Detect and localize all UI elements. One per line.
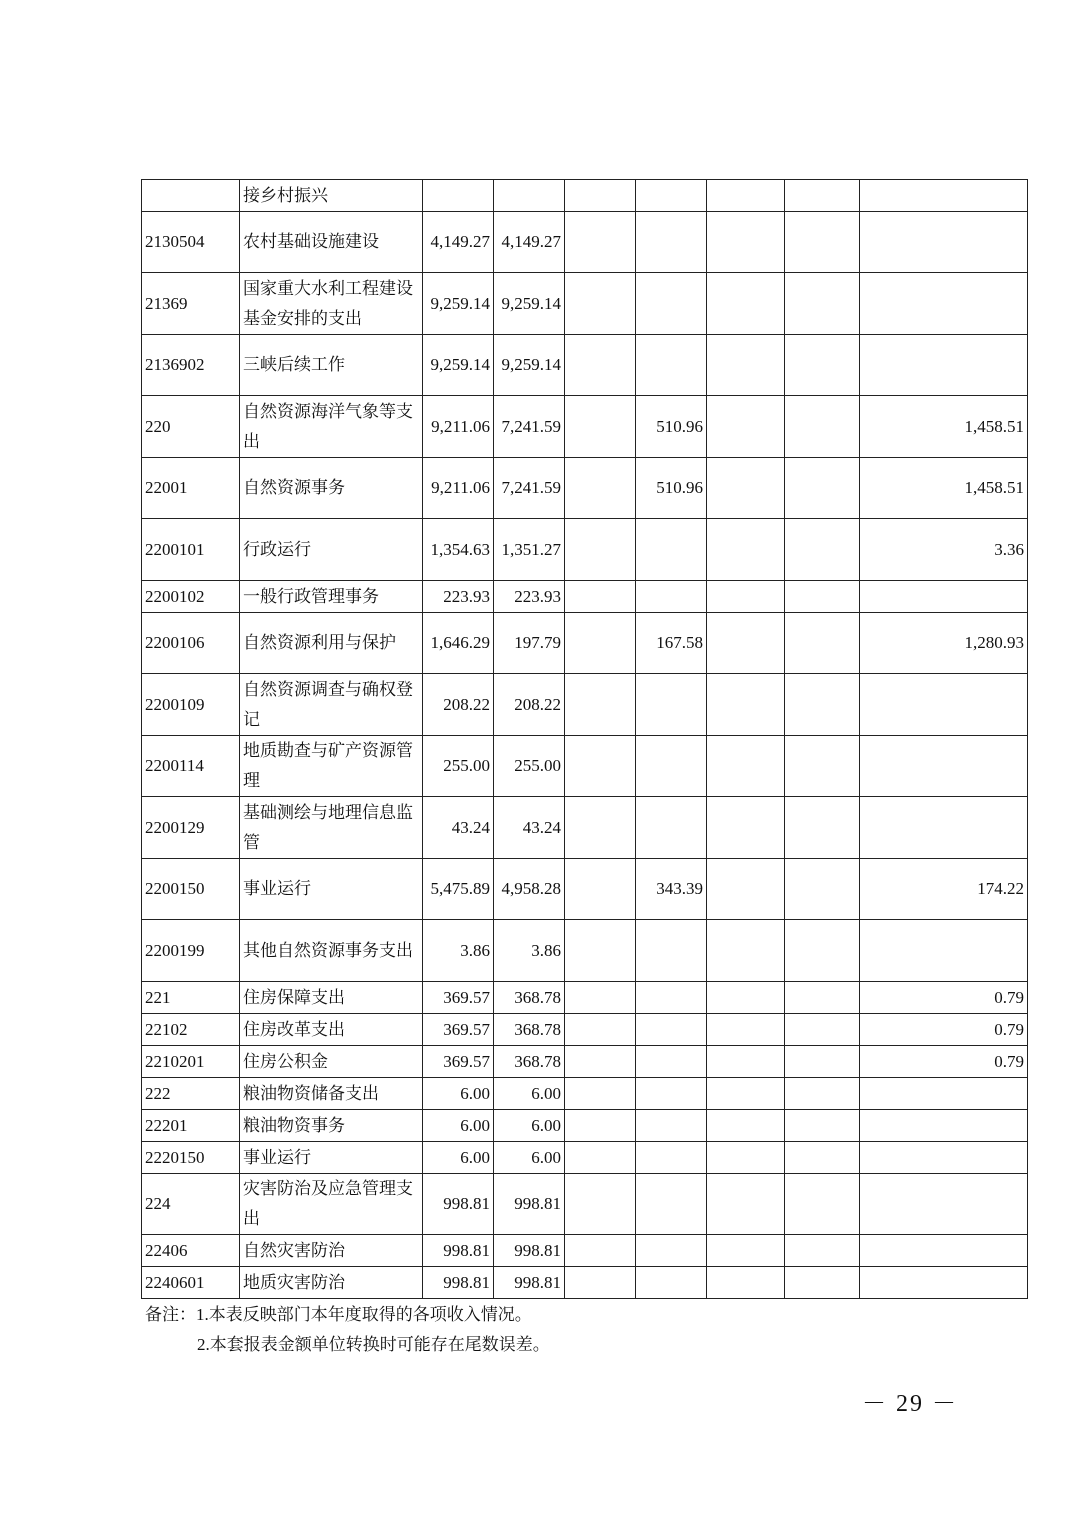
cell-name: 自然灾害防治: [240, 1235, 423, 1267]
table-row: [142, 180, 1028, 212]
cell-amount: [636, 1267, 707, 1299]
cell-code: 2200106: [142, 613, 240, 674]
cell-amount: [785, 458, 860, 519]
cell-amount: [636, 212, 707, 273]
cell-amount: 9,259.14: [494, 273, 565, 335]
cell-amount: 6.00: [494, 1142, 565, 1174]
cell-amount: [860, 1142, 1028, 1174]
cell-code: [142, 180, 240, 212]
cell-amount: 4,149.27: [494, 212, 565, 273]
cell-amount: [860, 797, 1028, 859]
cell-amount: 4,149.27: [423, 212, 494, 273]
cell-amount: [785, 1174, 860, 1235]
cell-amount: 1,646.29: [423, 613, 494, 674]
cell-amount: [785, 1142, 860, 1174]
cell-name: 事业运行: [240, 859, 423, 920]
cell-amount: [860, 273, 1028, 335]
cell-amount: 6.00: [423, 1142, 494, 1174]
cell-amount: [785, 180, 860, 212]
cell-amount: [785, 1014, 860, 1046]
cell-amount: [707, 859, 785, 920]
cell-amount: 1,351.27: [494, 519, 565, 581]
cell-amount: 368.78: [494, 1046, 565, 1078]
cell-code: 222: [142, 1078, 240, 1110]
cell-amount: [707, 1235, 785, 1267]
cell-amount: [707, 982, 785, 1014]
cell-amount: [785, 519, 860, 581]
table-row: [142, 1142, 1028, 1174]
budget-table: [141, 179, 1028, 1299]
cell-amount: [785, 920, 860, 982]
cell-amount: 3.86: [494, 920, 565, 982]
cell-code: 2200102: [142, 581, 240, 613]
cell-amount: [785, 1046, 860, 1078]
cell-amount: [785, 273, 860, 335]
cell-amount: [860, 736, 1028, 797]
cell-amount: [785, 1267, 860, 1299]
table-row: [142, 982, 1028, 1014]
cell-code: 2240601: [142, 1267, 240, 1299]
cell-amount: [707, 674, 785, 736]
table-row: [142, 273, 1028, 335]
cell-amount: [636, 581, 707, 613]
cell-amount: [707, 797, 785, 859]
cell-code: 22102: [142, 1014, 240, 1046]
cell-name: 自然资源海洋气象等支出: [240, 396, 423, 458]
cell-amount: [565, 212, 636, 273]
cell-amount: [565, 1267, 636, 1299]
note-line-1: 备注：1.本表反映部门本年度取得的各项收入情况。: [145, 1305, 532, 1324]
cell-amount: [565, 920, 636, 982]
cell-amount: 255.00: [423, 736, 494, 797]
table-row: [142, 212, 1028, 273]
cell-name: 三峡后续工作: [240, 335, 423, 396]
cell-code: 2200109: [142, 674, 240, 736]
cell-amount: 255.00: [494, 736, 565, 797]
cell-amount: [565, 335, 636, 396]
table-row: [142, 1174, 1028, 1235]
cell-amount: [565, 736, 636, 797]
cell-amount: [636, 1142, 707, 1174]
cell-amount: 510.96: [636, 458, 707, 519]
cell-amount: [565, 273, 636, 335]
cell-code: 2200150: [142, 859, 240, 920]
note-line-2: 2.本套报表金额单位转换时可能存在尾数误差。: [197, 1335, 550, 1354]
table-row: [142, 335, 1028, 396]
cell-name: 事业运行: [240, 1142, 423, 1174]
cell-amount: 43.24: [423, 797, 494, 859]
cell-amount: 6.00: [423, 1110, 494, 1142]
cell-amount: 3.86: [423, 920, 494, 982]
cell-amount: [707, 1142, 785, 1174]
table-body: [142, 180, 1028, 1299]
cell-amount: [785, 335, 860, 396]
cell-amount: 0.79: [860, 982, 1028, 1014]
cell-amount: [565, 613, 636, 674]
cell-amount: 6.00: [494, 1110, 565, 1142]
table-row: [142, 1235, 1028, 1267]
table-row: [142, 859, 1028, 920]
cell-amount: [565, 519, 636, 581]
cell-amount: [636, 982, 707, 1014]
cell-name: 自然资源调查与确权登记: [240, 674, 423, 736]
cell-amount: 7,241.59: [494, 396, 565, 458]
cell-amount: [636, 180, 707, 212]
cell-amount: [565, 1142, 636, 1174]
cell-amount: [860, 1078, 1028, 1110]
cell-amount: [707, 212, 785, 273]
cell-amount: [860, 212, 1028, 273]
cell-amount: [860, 581, 1028, 613]
cell-amount: [636, 736, 707, 797]
cell-code: 2200129: [142, 797, 240, 859]
cell-name: 住房改革支出: [240, 1014, 423, 1046]
cell-amount: [565, 674, 636, 736]
cell-code: 2200114: [142, 736, 240, 797]
cell-code: 22001: [142, 458, 240, 519]
cell-amount: [565, 1110, 636, 1142]
cell-amount: 0.79: [860, 1014, 1028, 1046]
cell-amount: 4,958.28: [494, 859, 565, 920]
cell-amount: [636, 1078, 707, 1110]
cell-amount: 1,280.93: [860, 613, 1028, 674]
cell-amount: [860, 1267, 1028, 1299]
cell-amount: [785, 1235, 860, 1267]
table-row: [142, 674, 1028, 736]
cell-amount: [707, 458, 785, 519]
cell-amount: 174.22: [860, 859, 1028, 920]
cell-amount: [423, 180, 494, 212]
cell-amount: 6.00: [423, 1078, 494, 1110]
cell-amount: 223.93: [423, 581, 494, 613]
cell-amount: [636, 273, 707, 335]
cell-amount: [860, 920, 1028, 982]
page-number: － 29 －: [862, 1391, 958, 1417]
cell-amount: 197.79: [494, 613, 565, 674]
cell-amount: [707, 1110, 785, 1142]
cell-amount: [707, 273, 785, 335]
cell-amount: 223.93: [494, 581, 565, 613]
table-row: [142, 1078, 1028, 1110]
cell-amount: [707, 1267, 785, 1299]
cell-amount: [860, 1174, 1028, 1235]
cell-amount: [785, 212, 860, 273]
cell-amount: [707, 736, 785, 797]
cell-amount: 1,458.51: [860, 458, 1028, 519]
cell-amount: 5,475.89: [423, 859, 494, 920]
cell-amount: 998.81: [494, 1174, 565, 1235]
notes: [145, 1300, 550, 1360]
cell-amount: [565, 581, 636, 613]
cell-amount: 1,354.63: [423, 519, 494, 581]
cell-code: 224: [142, 1174, 240, 1235]
cell-amount: [636, 519, 707, 581]
cell-code: 2130504: [142, 212, 240, 273]
cell-code: 21369: [142, 273, 240, 335]
cell-amount: 998.81: [494, 1235, 565, 1267]
cell-amount: 9,211.06: [423, 396, 494, 458]
cell-code: 2210201: [142, 1046, 240, 1078]
cell-amount: [785, 736, 860, 797]
table-row: [142, 1046, 1028, 1078]
cell-name: 自然资源利用与保护: [240, 613, 423, 674]
cell-amount: 1,458.51: [860, 396, 1028, 458]
cell-amount: [636, 1174, 707, 1235]
cell-code: 2200101: [142, 519, 240, 581]
cell-amount: [636, 335, 707, 396]
cell-name: 粮油物资事务: [240, 1110, 423, 1142]
cell-amount: 998.81: [423, 1235, 494, 1267]
cell-amount: 369.57: [423, 1046, 494, 1078]
cell-amount: [565, 1014, 636, 1046]
cell-amount: [785, 1110, 860, 1142]
cell-code: 2136902: [142, 335, 240, 396]
cell-name: 国家重大水利工程建设基金安排的支出: [240, 273, 423, 335]
cell-amount: [707, 519, 785, 581]
cell-amount: 998.81: [423, 1174, 494, 1235]
cell-amount: 510.96: [636, 396, 707, 458]
cell-amount: [636, 1235, 707, 1267]
table-row: [142, 613, 1028, 674]
cell-amount: [707, 180, 785, 212]
cell-amount: [707, 581, 785, 613]
cell-amount: [636, 797, 707, 859]
cell-amount: [565, 458, 636, 519]
cell-amount: [707, 396, 785, 458]
cell-amount: 998.81: [494, 1267, 565, 1299]
table-row: [142, 920, 1028, 982]
cell-amount: 368.78: [494, 982, 565, 1014]
cell-code: 220: [142, 396, 240, 458]
cell-amount: [707, 920, 785, 982]
cell-amount: [707, 613, 785, 674]
cell-amount: [565, 797, 636, 859]
cell-name: 自然资源事务: [240, 458, 423, 519]
cell-amount: [785, 613, 860, 674]
cell-name: 接乡村振兴: [240, 180, 423, 212]
cell-amount: 6.00: [494, 1078, 565, 1110]
table-row: [142, 797, 1028, 859]
cell-amount: [785, 396, 860, 458]
cell-amount: 9,259.14: [494, 335, 565, 396]
table-row: [142, 519, 1028, 581]
cell-amount: [785, 982, 860, 1014]
cell-amount: 369.57: [423, 982, 494, 1014]
cell-amount: [707, 335, 785, 396]
cell-amount: [565, 1174, 636, 1235]
cell-amount: [636, 1014, 707, 1046]
cell-amount: [494, 180, 565, 212]
cell-amount: 3.36: [860, 519, 1028, 581]
cell-amount: [785, 797, 860, 859]
table-row: [142, 736, 1028, 797]
cell-amount: [636, 674, 707, 736]
cell-name: 一般行政管理事务: [240, 581, 423, 613]
cell-amount: [860, 1110, 1028, 1142]
table-row: [142, 458, 1028, 519]
cell-amount: 9,211.06: [423, 458, 494, 519]
cell-amount: [785, 859, 860, 920]
cell-amount: [565, 859, 636, 920]
cell-code: 22201: [142, 1110, 240, 1142]
cell-amount: [636, 920, 707, 982]
cell-amount: 368.78: [494, 1014, 565, 1046]
cell-amount: 208.22: [494, 674, 565, 736]
cell-code: 2200199: [142, 920, 240, 982]
cell-amount: 343.39: [636, 859, 707, 920]
cell-amount: [860, 180, 1028, 212]
table-row: [142, 1014, 1028, 1046]
cell-name: 地质勘查与矿产资源管理: [240, 736, 423, 797]
cell-amount: [565, 982, 636, 1014]
cell-amount: [707, 1014, 785, 1046]
cell-amount: [860, 674, 1028, 736]
table-row: [142, 1267, 1028, 1299]
cell-amount: [860, 1235, 1028, 1267]
cell-amount: 7,241.59: [494, 458, 565, 519]
cell-amount: [785, 581, 860, 613]
cell-amount: [565, 1078, 636, 1110]
cell-amount: 369.57: [423, 1014, 494, 1046]
cell-name: 地质灾害防治: [240, 1267, 423, 1299]
cell-name: 其他自然资源事务支出: [240, 920, 423, 982]
cell-amount: [707, 1046, 785, 1078]
cell-name: 基础测绘与地理信息监管: [240, 797, 423, 859]
cell-code: 22406: [142, 1235, 240, 1267]
cell-name: 农村基础设施建设: [240, 212, 423, 273]
cell-amount: [636, 1110, 707, 1142]
cell-amount: [636, 1046, 707, 1078]
cell-name: 住房公积金: [240, 1046, 423, 1078]
cell-name: 住房保障支出: [240, 982, 423, 1014]
cell-amount: 9,259.14: [423, 273, 494, 335]
cell-amount: [707, 1174, 785, 1235]
cell-amount: [565, 1046, 636, 1078]
cell-amount: 0.79: [860, 1046, 1028, 1078]
cell-amount: [785, 674, 860, 736]
table-row: [142, 396, 1028, 458]
cell-amount: 167.58: [636, 613, 707, 674]
cell-name: 行政运行: [240, 519, 423, 581]
cell-amount: [785, 1078, 860, 1110]
cell-amount: [707, 1078, 785, 1110]
cell-code: 221: [142, 982, 240, 1014]
cell-amount: [860, 335, 1028, 396]
cell-amount: 9,259.14: [423, 335, 494, 396]
cell-name: 粮油物资储备支出: [240, 1078, 423, 1110]
cell-amount: 998.81: [423, 1267, 494, 1299]
table-row: [142, 1110, 1028, 1142]
table-row: [142, 581, 1028, 613]
cell-amount: [565, 396, 636, 458]
cell-name: 灾害防治及应急管理支出: [240, 1174, 423, 1235]
cell-amount: 43.24: [494, 797, 565, 859]
cell-amount: 208.22: [423, 674, 494, 736]
cell-amount: [565, 1235, 636, 1267]
cell-code: 2220150: [142, 1142, 240, 1174]
cell-amount: [565, 180, 636, 212]
